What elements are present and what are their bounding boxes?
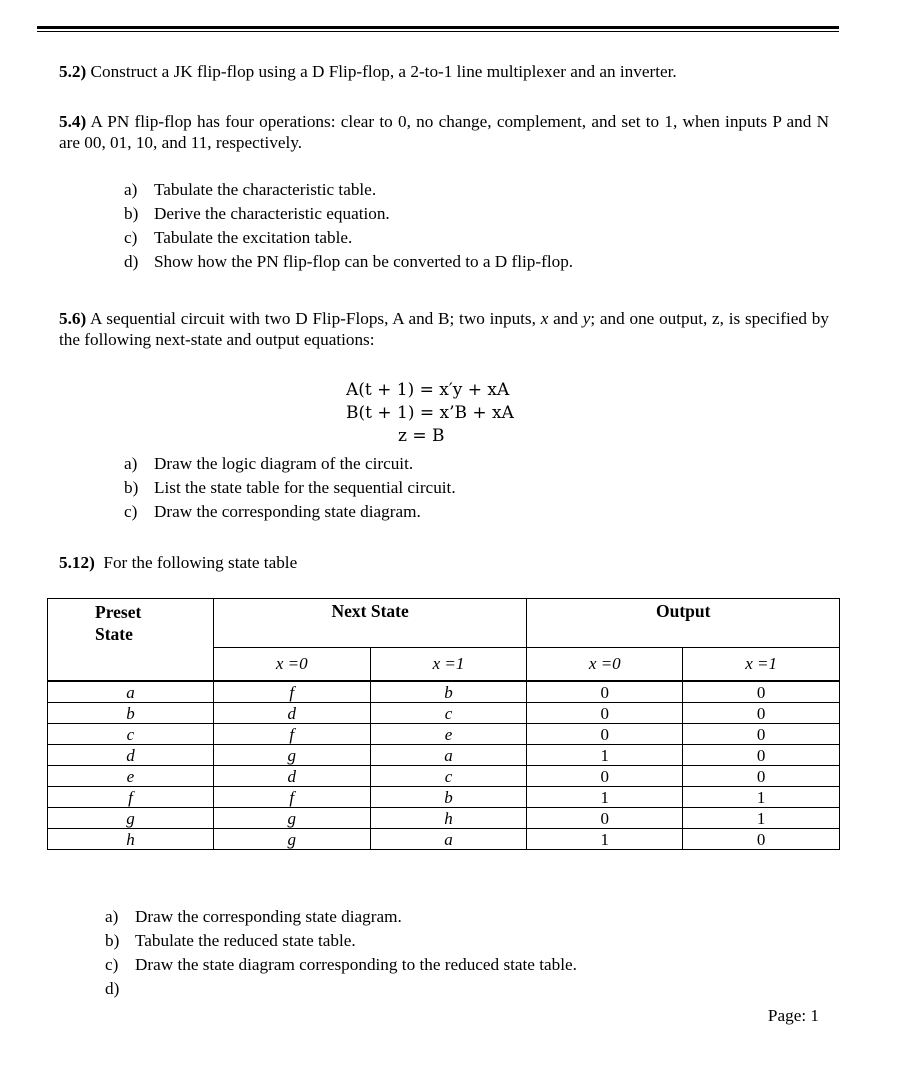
list-item (124, 202, 573, 226)
cell-output-x0: 0 (527, 681, 683, 703)
cell-output-x1: 1 (683, 787, 840, 808)
question-text: For the following state table (94, 553, 298, 572)
equation-b: B(t + 1) = x’B + xA (346, 403, 514, 423)
cell-next-x1: e (370, 724, 527, 745)
cell-state: c (48, 724, 214, 745)
cell-output-x0: 0 (527, 724, 683, 745)
list-item (105, 977, 577, 1001)
list-item-text: Draw the logic diagram of the circuit. (154, 454, 414, 473)
cell-next-x0: d (213, 703, 370, 724)
list-item (124, 250, 573, 274)
list-marker: c) (124, 228, 138, 247)
header-present-state (48, 599, 214, 682)
list-item (105, 905, 577, 929)
cell-state: d (48, 745, 214, 766)
list-item (105, 929, 577, 953)
question-text: A PN flip-flop has four operations: clear to 0, no change, complement, and set to 1, when inputs P and N are 00, 01, 10, and 11, respectively. (59, 112, 829, 152)
list-marker: a) (124, 454, 138, 473)
cell-next-x0: f (213, 724, 370, 745)
cell-output-x0: 1 (527, 787, 683, 808)
subheader-next-x1: x =1 (370, 648, 527, 682)
cell-next-x1: a (370, 829, 527, 850)
question-number: 5.4) (59, 112, 87, 131)
equation-block (346, 379, 514, 448)
list-item (124, 476, 456, 500)
question-5-12-parts (105, 905, 577, 1001)
subheader-output-x0: x =0 (527, 648, 683, 682)
list-item-text: Draw the state diagram corresponding to the reduced state table. (135, 955, 577, 974)
list-item (124, 452, 456, 476)
subheader-output-x1: x =1 (683, 648, 840, 682)
cell-output-x0: 1 (527, 829, 683, 850)
list-item-text: Derive the characteristic equation. (154, 204, 390, 223)
cell-output-x1: 0 (683, 766, 840, 787)
cell-state: a (48, 681, 214, 703)
header-output: Output (527, 599, 840, 648)
cell-state: e (48, 766, 214, 787)
question-text: ; and one output, z, is specified by the following next-state and output equations: (59, 309, 829, 349)
list-marker: b) (124, 204, 139, 223)
list-item-text: Draw the corresponding state diagram. (154, 502, 421, 521)
question-5-2 (59, 61, 829, 82)
cell-output-x0: 0 (527, 808, 683, 829)
list-marker: b) (124, 478, 139, 497)
cell-next-x0: g (213, 745, 370, 766)
list-marker: d) (105, 979, 120, 998)
list-item-text: List the state table for the sequential circuit. (154, 478, 456, 497)
cell-output-x1: 0 (683, 703, 840, 724)
table-row (48, 829, 840, 850)
question-number: 5.2) (59, 62, 87, 81)
cell-next-x0: g (213, 829, 370, 850)
list-marker: d) (124, 252, 139, 271)
variable-x: x (540, 309, 549, 328)
list-item (124, 178, 573, 202)
page-number: Page: 1 (767, 1006, 819, 1025)
list-item (105, 953, 577, 977)
table-row (48, 808, 840, 829)
question-5-4-parts (124, 178, 573, 274)
header-present-state-line2: State (95, 624, 133, 644)
cell-next-x0: d (213, 766, 370, 787)
table-row (48, 766, 840, 787)
cell-next-x1: a (370, 745, 527, 766)
cell-next-x1: c (370, 766, 527, 787)
cell-output-x1: 0 (683, 681, 840, 703)
cell-output-x1: 0 (683, 745, 840, 766)
question-5-6 (59, 308, 829, 350)
question-text: A sequential circuit with two D Flip-Flops, A and B; two inputs, (86, 309, 541, 328)
cell-next-x0: f (213, 681, 370, 703)
list-item-text: Tabulate the excitation table. (154, 228, 353, 247)
list-marker: b) (105, 931, 120, 950)
header-rule-thick (37, 26, 839, 29)
cell-state: f (48, 787, 214, 808)
cell-next-x1: b (370, 681, 527, 703)
cell-output-x0: 1 (527, 745, 683, 766)
cell-output-x0: 0 (527, 766, 683, 787)
cell-next-x1: b (370, 787, 527, 808)
state-table (47, 598, 840, 850)
cell-next-x1: c (370, 703, 527, 724)
variable-y: y (582, 309, 591, 328)
question-number: 5.12) (59, 553, 95, 572)
table-row (48, 681, 840, 703)
cell-next-x0: g (213, 808, 370, 829)
subheader-next-x0: x =0 (213, 648, 370, 682)
list-item-text: Tabulate the reduced state table. (135, 931, 356, 950)
table-row (48, 787, 840, 808)
cell-output-x0: 0 (527, 703, 683, 724)
cell-state: b (48, 703, 214, 724)
list-marker: a) (124, 180, 138, 199)
question-5-12 (59, 552, 829, 573)
cell-output-x1: 0 (683, 829, 840, 850)
list-marker: c) (105, 955, 119, 974)
table-row (48, 703, 840, 724)
cell-state: g (48, 808, 214, 829)
header-next-state: Next State (213, 599, 527, 648)
equation-z: z = B (398, 426, 445, 446)
equation-a: A(t + 1) = x′y + xA (346, 380, 510, 400)
cell-output-x1: 0 (683, 724, 840, 745)
question-5-4 (59, 111, 829, 153)
cell-output-x1: 1 (683, 808, 840, 829)
list-item-text: Draw the corresponding state diagram. (135, 907, 402, 926)
list-item (124, 226, 573, 250)
list-item-text: Show how the PN flip-flop can be converted to a D flip-flop. (154, 252, 574, 271)
question-number: 5.6) (59, 309, 87, 328)
list-marker: c) (124, 502, 138, 521)
header-rule-thin (37, 31, 839, 32)
table-row (48, 745, 840, 766)
cell-next-x1: h (370, 808, 527, 829)
list-item (124, 500, 456, 524)
question-text: and (548, 309, 583, 328)
header-present-state-line1: Preset (95, 602, 142, 622)
list-marker: a) (105, 907, 119, 926)
cell-next-x0: f (213, 787, 370, 808)
question-5-6-parts (124, 452, 456, 524)
question-text: Construct a JK flip-flop using a D Flip-flop, a 2-to-1 line multiplexer and an inverter. (86, 62, 677, 81)
cell-state: h (48, 829, 214, 850)
table-row (48, 724, 840, 745)
list-item-text: Tabulate the characteristic table. (154, 180, 377, 199)
